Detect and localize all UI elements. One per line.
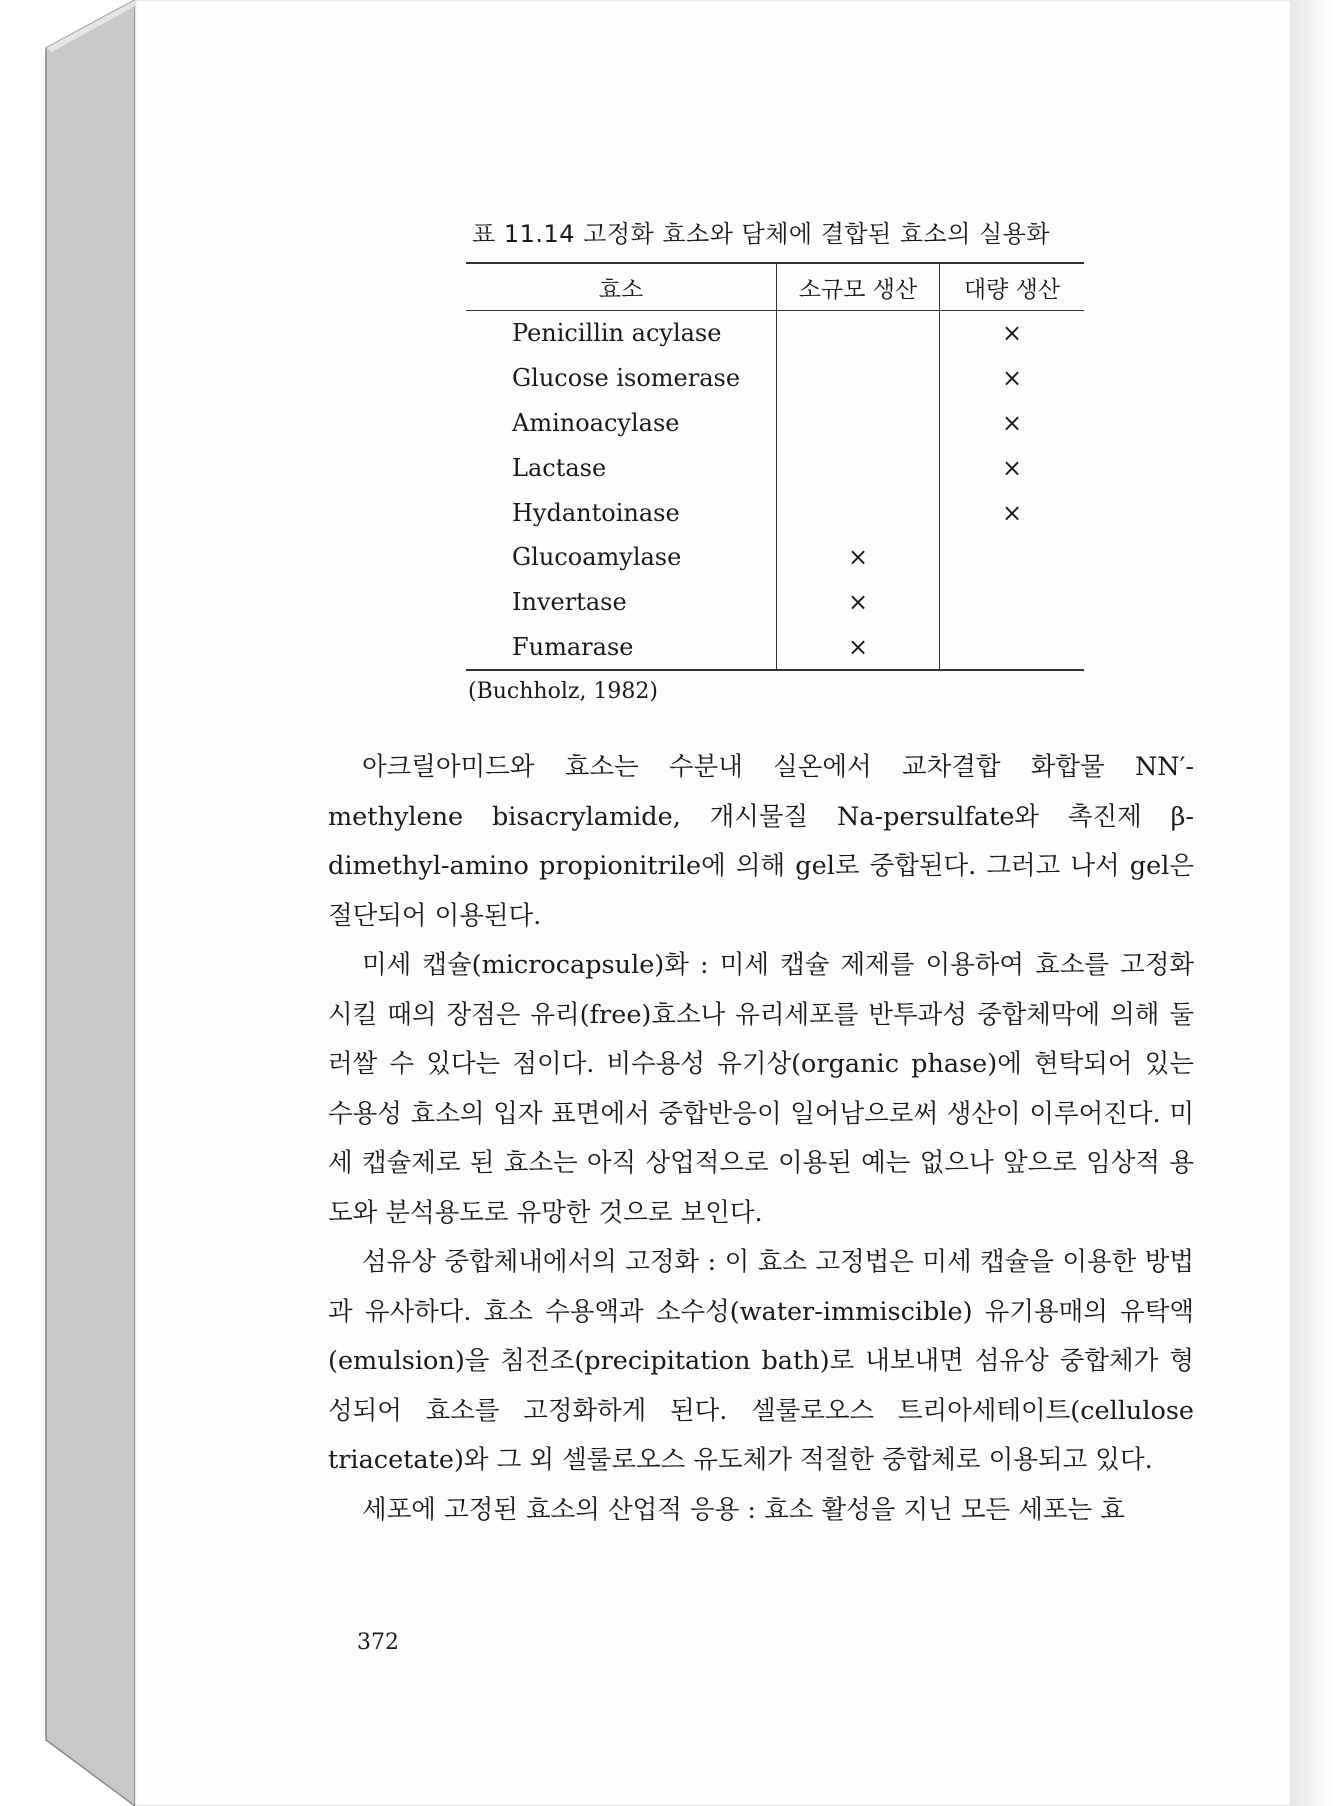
- table-row: [466, 535, 1084, 580]
- enzyme-name: Glucoamylase: [512, 543, 682, 572]
- small-scale-mark: ×: [777, 535, 940, 580]
- table-source: (Buchholz, 1982): [468, 679, 659, 704]
- small-scale-mark: [777, 311, 940, 356]
- table-row: [466, 311, 1084, 356]
- large-scale-mark: ×: [940, 490, 1085, 535]
- table-row: [466, 580, 1084, 625]
- large-scale-mark: [940, 580, 1085, 625]
- enzyme-name: Glucose isomerase: [512, 364, 741, 393]
- table-row: [466, 490, 1084, 535]
- large-scale-mark: ×: [940, 311, 1085, 356]
- enzyme-name: Hydantoinase: [512, 498, 680, 527]
- large-scale-mark: ×: [940, 356, 1085, 401]
- small-scale-mark: [777, 445, 940, 490]
- small-scale-mark: [777, 401, 940, 446]
- small-scale-mark: [777, 356, 940, 401]
- enzyme-name: Penicillin acylase: [512, 319, 722, 348]
- table-row: [466, 401, 1084, 446]
- paragraph-fiber: 섬유상 중합체내에서의 고정화 : 이 효소 고정법은 미세 캡슐을 이용한 방법과 유사하다. 효소 수용액과 소수성(water-immiscible) 유기용매의 유탁액(emulsion)을 침전조(precipitation bath)로 내보내면 섬유상 중합체가 형성되어 효소를 고정화하게 된다. 셀룰로오스 트리아세테이트(cellulose triacetate)와 그 외 셀룰로오스 유도체가 적절한 중합체로 이용되고 있다.: [328, 1247, 1194, 1475]
- enzyme-name: Invertase: [512, 588, 627, 617]
- small-scale-mark: [777, 490, 940, 535]
- paragraph-microcapsule: 미세 캡슐(microcapsule)화 : 미세 캡슐 제제를 이용하여 효소를 고정화시킬 때의 장점은 유리(free)효소나 유리세포를 반투과성 중합체막에 의해 둘러쌀 수 있다는 점이다. 비수용성 유기상(organic phase)에 현탁되어 있는 수용성 효소의 입자 표면에서 중합반응이 일어남으로써 생산이 이루어진다. 미세 캡슐제로 된 효소는 아직 상업적으로 이용된 예는 없으나 앞으로 임상적 용도와 분석용도로 유망한 것으로 보인다.: [328, 950, 1194, 1228]
- page-number: 372: [357, 1630, 399, 1655]
- table-row: [466, 625, 1084, 671]
- large-scale-mark: [940, 625, 1085, 671]
- table-row: [466, 445, 1084, 490]
- large-scale-mark: [940, 535, 1085, 580]
- small-scale-mark: ×: [777, 625, 940, 671]
- enzyme-table: [466, 262, 1084, 671]
- header-small-scale: 소규모 생산: [777, 263, 940, 311]
- paragraph-cell-application: 세포에 고정된 효소의 산업적 응용 : 효소 활성을 지닌 모든 세포는 효: [362, 1494, 1125, 1525]
- enzyme-name: Aminoacylase: [512, 408, 680, 437]
- enzyme-name: Fumarase: [466, 625, 777, 671]
- enzyme-name: Lactase: [512, 453, 607, 482]
- table-caption: 표 11.14 고정화 효소와 담체에 결합된 효소의 실용화: [472, 220, 1051, 248]
- paragraph-acrylamide: 아크릴아미드와 효소는 수분내 실온에서 교차결합 화합물 NN′-methylene bisacrylamide, 개시물질 Na-persulfate와 촉진제 β-dimethyl-amino propionitrile에 의해 gel로 중합된다. 그러고 나서 gel은 절단되어 이용된다.: [328, 752, 1194, 931]
- large-scale-mark: ×: [940, 445, 1085, 490]
- large-scale-mark: ×: [940, 401, 1085, 446]
- header-enzyme: 효소: [466, 263, 777, 311]
- table-row: [466, 356, 1084, 401]
- body-text: [328, 743, 1194, 1535]
- page-shadow: [1290, 0, 1334, 1806]
- header-large-scale: 대량 생산: [940, 263, 1085, 311]
- small-scale-mark: ×: [777, 580, 940, 625]
